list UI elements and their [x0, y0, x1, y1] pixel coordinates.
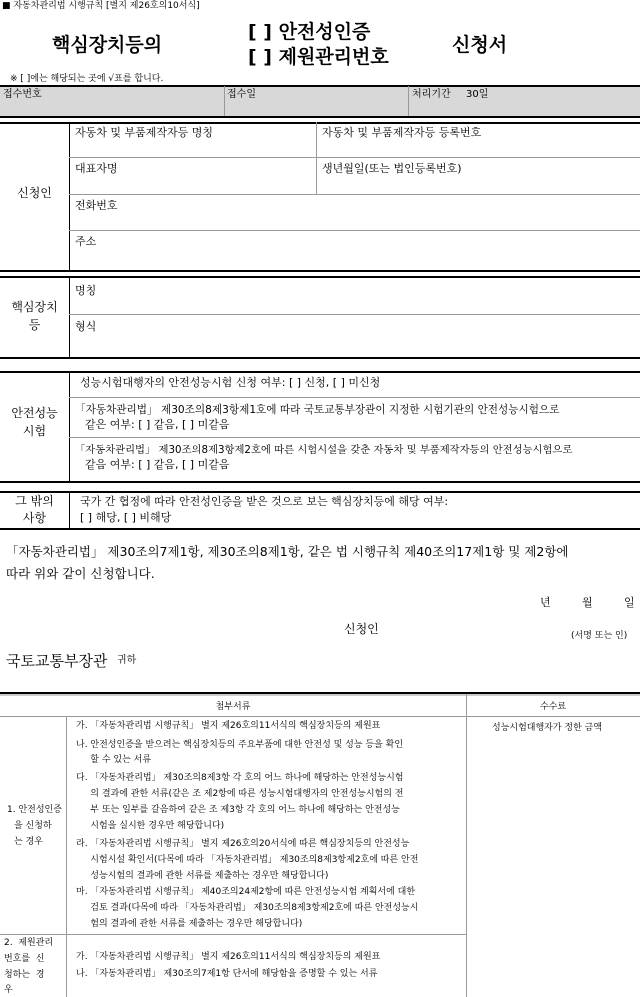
- representative-label: 대표자명: [75, 162, 118, 175]
- case-1-item-e-line-2: 검토 결과(다목에 따라 「자동차관리법」 제30조의8제3항제2호에 따른 안전성능시: [76, 903, 419, 913]
- processing-period-label: 처리기간: [412, 89, 451, 100]
- receipt-row: [0, 86, 640, 116]
- checkbox-note: ※ [ ]에는 해당되는 곳에 √표를 합니다.: [10, 74, 164, 84]
- case-1-item-c-line-1: 다. 「자동차관리법」 제30조의8제3항 각 호의 어느 하나에 해당하는 안전성능시험: [76, 773, 404, 783]
- addressee-name: 국토교통부장관: [6, 652, 108, 670]
- safety-section-label-2: 시험: [22, 424, 47, 438]
- case-1-item-d-line-3: 성능시험의 결과에 관한 서류를 제출하는 경우만 해당합니다): [76, 871, 329, 881]
- phone-label: 전화번호: [75, 199, 118, 212]
- fee-header: 수수료: [539, 702, 567, 712]
- case-1-item-e-line-3: 험의 결과에 관한 서류를 제출하는 경우만 해당합니다): [76, 919, 303, 929]
- case-1-item-e-line-1: 마. 「자동차관리법 시행규칙」 제40조의24제2항에 따른 안전성능시험 계획서에 대한: [76, 887, 416, 897]
- case-1-item-d-line-2: 시험시설 확인서(다목에 따라 「자동차관리법」 제30조의8제3항제2호에 따른 안전: [76, 855, 419, 865]
- safety-question-3-line-1: 「자동차관리법」 제30조의8제3항제2호에 따른 시험시설을 갖춘 자동차 및 부품제작자등의 안전성능시험으로: [75, 444, 573, 456]
- fee-text: 성능시험대행자가 정한 금액: [492, 723, 603, 733]
- case-1-label-3: 는 경우: [14, 837, 43, 847]
- case-1-label-1: 1. 안전성인증: [7, 805, 62, 815]
- day-label: 일: [624, 596, 635, 609]
- case-1-item-b-line-2: 할 수 있는 서류: [76, 755, 152, 765]
- applicant-section-label: 신청인: [17, 186, 52, 200]
- device-name-label: 명칭: [75, 284, 97, 297]
- device-section-label-2: 등: [28, 318, 41, 332]
- safety-question-2-line-2: 같은 여부: [ ] 같음, [ ] 미같음: [85, 418, 230, 431]
- case-1-label-2: 을 신청하: [14, 821, 52, 831]
- attachments-header: 첨부서류: [215, 702, 251, 712]
- form-reference: ■ 자동차관리법 시행규칙 [별지 제26호의10서식]: [2, 1, 200, 11]
- birthdate-label: 생년월일(또는 법인등록번호): [322, 162, 462, 175]
- other-section-label-2: 사항: [22, 511, 47, 525]
- month-label: 월: [582, 596, 593, 609]
- title-option-safety-cert: [ ] 안전성인증: [248, 21, 371, 43]
- case-2-label-4: 우: [4, 985, 13, 995]
- signature-note: (서명 또는 인): [571, 631, 628, 641]
- case-1-item-a: 가. 「자동차관리법 시행규칙」 별지 제26호의11서식의 핵심장치등의 제원표: [76, 721, 381, 731]
- case-1-item-d-line-1: 라. 「자동차관리법 시행규칙」 별지 제26호의20서식에 따른 핵심장치등의 안전성능: [76, 839, 410, 849]
- case-1-item-c-line-3: 부 또는 일부를 갈음하여 같은 조 제3항 각 호의 어느 하나에 해당하는 안전성능: [76, 805, 400, 815]
- case-1-item-c-line-2: 의 결과에 관한 서류(같은 조 제2항에 따른 성능시험대행자의 안전성능시험의 전: [76, 789, 404, 799]
- safety-question-3-line-2: 같음 여부: [ ] 같음, [ ] 미같음: [85, 458, 230, 471]
- case-2-item-b: 나. 「자동차관리법」 제30조의7제1항 단서에 해당함을 증명할 수 있는 서류: [76, 969, 378, 979]
- device-section-label-1: 핵심장치: [11, 300, 58, 314]
- case-2-label-2: 번호를 신: [4, 954, 45, 964]
- safety-question-1: 성능시험대행자의 안전성능시험 신청 여부: [ ] 신청, [ ] 미신청: [80, 376, 381, 389]
- case-2-item-a: 가. 「자동차관리법 시행규칙」 별지 제26호의11서식의 핵심장치등의 제원표: [76, 952, 381, 962]
- statement-line-2: 따라 위와 같이 신청합니다.: [6, 566, 155, 581]
- year-label: 년: [540, 596, 551, 609]
- statement-line-1: 「자동차관리법」 제30조의7제1항, 제30조의8제1항, 같은 법 시행규칙 제40조의17제1항 및 제2항에: [6, 544, 569, 559]
- address-label: 주소: [75, 235, 97, 248]
- case-2-label-3: 청하는 경: [4, 970, 45, 980]
- case-1-item-b-line-1: 나. 안전성인증을 받으려는 핵심장치등의 주요부품에 대한 안전성 및 성능 등을 확인: [76, 740, 404, 750]
- addressee-suffix: 귀하: [117, 655, 137, 666]
- other-question-line-1: 국가 간 협정에 따라 안전성인증을 받은 것으로 보는 핵심장치등에 해당 여부:: [80, 495, 449, 508]
- signature-label: 신청인: [344, 622, 379, 636]
- other-question-line-2: [ ] 해당, [ ] 비해당: [80, 511, 172, 524]
- safety-question-2-line-1: 「자동차관리법」 제30조의8제3항제1호에 따라 국토교통부장관이 지정한 시험기관의 안전성능시험으로: [75, 404, 560, 416]
- receipt-number-label: 접수번호: [3, 89, 42, 100]
- registration-number-label: 자동차 및 부품제작자등 등록번호: [322, 126, 482, 139]
- processing-period-value: 30일: [466, 89, 489, 100]
- device-model-label: 형식: [75, 320, 97, 333]
- receipt-date-label: 접수일: [227, 89, 256, 100]
- company-name-label: 자동차 및 부품제작자등 명칭: [75, 126, 214, 139]
- title-option-spec-number: [ ] 제원관리번호: [248, 46, 389, 68]
- other-section-label-1: 그 밖의: [15, 494, 54, 508]
- title-suffix: 신청서: [452, 34, 508, 56]
- title-prefix: 핵심장치등의: [52, 34, 163, 56]
- case-2-label-1: 2. 제원관리: [4, 938, 54, 948]
- case-1-item-c-line-4: 시험을 실시한 경우만 해당합니다): [76, 821, 225, 831]
- safety-section-label-1: 안전성능: [11, 406, 58, 420]
